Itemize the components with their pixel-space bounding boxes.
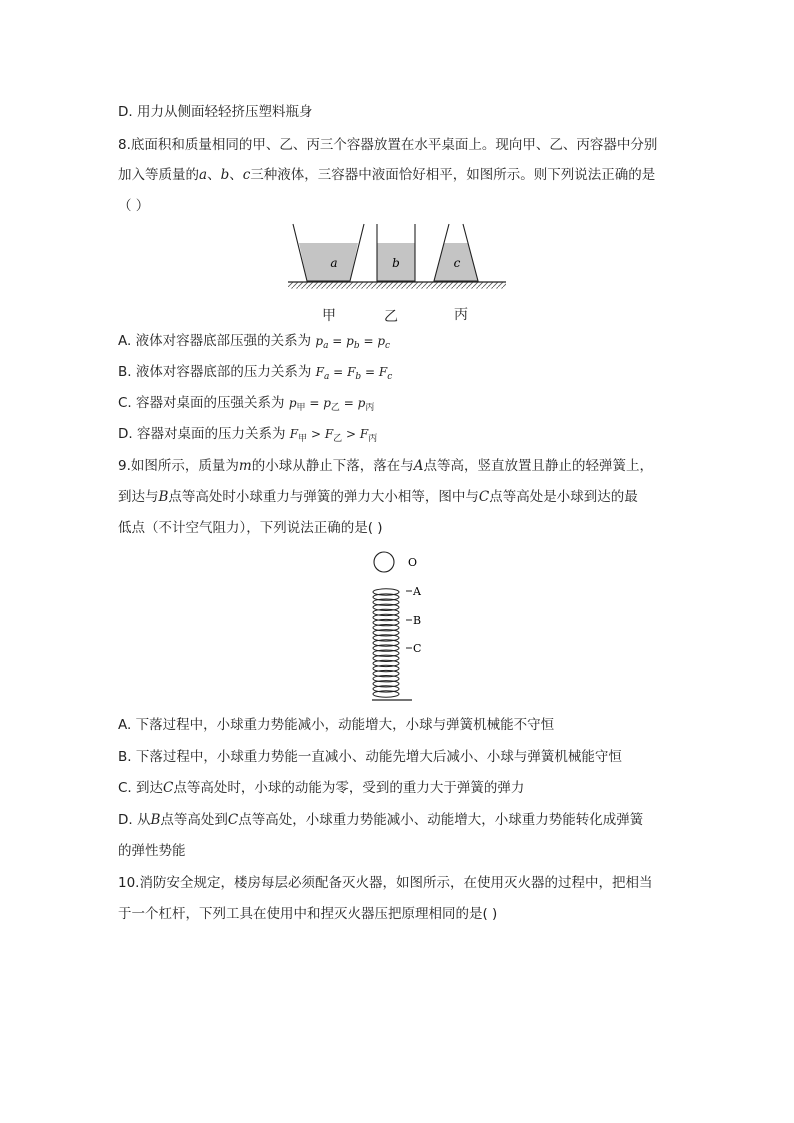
greater-than: >: [346, 427, 357, 441]
sub-b: b: [355, 372, 362, 382]
sub-bing: 丙: [368, 434, 378, 444]
symbol-F: F: [378, 365, 388, 379]
equals: =: [363, 334, 374, 348]
q9-spring-diagram: [366, 550, 436, 705]
q9-var-b: B: [158, 489, 169, 505]
q8-option-d-text: D. 容器对桌面的压力关系为: [118, 426, 286, 442]
q9-stem-text: 到达与: [118, 489, 159, 505]
symbol-p: p: [288, 396, 297, 410]
sub-a: a: [323, 341, 329, 351]
sub-yi: 乙: [333, 434, 343, 444]
q8-option-c-text: C. 容器对桌面的压强关系为: [118, 395, 285, 411]
q8-option-b: [118, 363, 392, 386]
symbol-F: F: [315, 365, 324, 379]
q8-liquid-c: c: [242, 167, 251, 183]
sub-yi: 乙: [330, 403, 340, 413]
q9-option-c-var: C: [163, 780, 174, 796]
q9-label-a: A: [413, 585, 421, 598]
q8-option-b-formula: [315, 365, 393, 382]
q8-liquid-a: a: [199, 167, 208, 183]
q10-stem-line-2: 于一个杠杆，下列工具在使用中和捏灭火器压把原理相同的是( ): [118, 906, 498, 922]
equals: =: [332, 334, 343, 348]
q9-ball: [374, 552, 394, 572]
q8-option-a-text: A. 液体对容器底部压强的关系为: [118, 333, 312, 349]
symbol-p: p: [377, 334, 386, 348]
q8-option-d-formula: [289, 427, 378, 444]
q7-option-d: D. 用力从侧面轻轻挤压塑料瓶身: [118, 104, 313, 120]
equals: =: [343, 396, 354, 410]
q8-option-d: [118, 425, 377, 448]
sub-jia: 甲: [296, 403, 306, 413]
equals: =: [309, 396, 320, 410]
q8-sep: 、: [229, 167, 243, 183]
q8-stem-text: 三种液体，三容器中液面恰好相平，如图所示。则下列说法正确的是: [250, 167, 656, 183]
symbol-F: F: [347, 365, 356, 379]
q8-caption-yi: 乙: [384, 309, 398, 325]
sub-c: c: [387, 372, 393, 382]
q9-option-a: A. 下落过程中，小球重力势能减小，动能增大，小球与弹簧机械能不守恒: [118, 717, 555, 733]
q8-container-diagram: [288, 222, 510, 296]
greater-than: >: [310, 427, 322, 441]
q8-stem-line-2: [118, 166, 655, 184]
sub-b: b: [353, 341, 360, 351]
q8-figure-label-b: b: [392, 256, 400, 270]
symbol-p: p: [323, 396, 331, 410]
q8-answer-blank: （ ）: [118, 198, 150, 214]
q9-option-d: [118, 811, 643, 829]
equals: =: [333, 365, 344, 379]
q9-var-c: C: [478, 489, 490, 505]
q9-stem-text: 点等高处是小球到达的最: [489, 489, 638, 505]
q8-option-a: [118, 332, 390, 355]
q8-sep: 、: [207, 167, 221, 183]
q8-container-figure: [288, 222, 510, 296]
q9-option-d-text: 点等高处，小球重力势能减小、动能增大，小球重力势能转化成弹簧: [238, 812, 644, 828]
symbol-F: F: [289, 427, 299, 441]
q8-stem-line-1: 8.底面积和质量相同的甲、乙、丙三个容器放置在水平桌面上。现向甲、乙、丙容器中分别: [118, 137, 658, 153]
q9-stem-line-3: 低点（不计空气阻力），下列说法正确的是( ): [118, 520, 383, 536]
q9-option-d-line-2: 的弹性势能: [118, 843, 186, 859]
q9-option-d-text: D. 从: [118, 812, 151, 828]
sub-bing: 丙: [365, 403, 375, 413]
q9-spring: [373, 589, 399, 697]
symbol-p: p: [357, 396, 366, 410]
q8-option-c: [118, 394, 374, 417]
q8-option-a-formula: [315, 334, 391, 351]
sub-jia: 甲: [298, 434, 308, 444]
symbol-F: F: [359, 427, 369, 441]
q9-stem-line-2: [118, 488, 638, 506]
q9-label-b: B: [413, 614, 422, 627]
q8-figure-label-c: c: [453, 256, 461, 270]
q9-option-d-var-b: B: [150, 812, 161, 828]
symbol-p: p: [346, 334, 354, 348]
q9-var-m: m: [238, 458, 252, 474]
q9-stem-line-1: [118, 457, 653, 475]
q8-caption-bing: 丙: [454, 307, 468, 323]
q8-table-hatch: [288, 283, 506, 289]
q9-stem-text: 的小球从静止下落，落在与: [251, 458, 414, 474]
q9-stem-text: 点等高，竖直放置且静止的轻弹簧上，: [423, 458, 653, 474]
q8-liquid-b: b: [220, 167, 230, 183]
q8-option-c-formula: [288, 396, 375, 413]
sub-c: c: [385, 341, 391, 351]
symbol-F: F: [324, 427, 334, 441]
q8-stem-text: 加入等质量的: [118, 167, 199, 183]
q9-spring-figure: [366, 550, 436, 705]
q9-option-c: [118, 779, 524, 797]
q9-option-d-text: 点等高处到: [160, 812, 228, 828]
q9-var-a: A: [413, 458, 424, 474]
q9-option-b: B. 下落过程中，小球重力势能一直减小、动能先增大后减小、小球与弹簧机械能守恒: [118, 749, 622, 765]
q9-option-c-text: 点等高处时，小球的动能为零，受到的重力大于弹簧的弹力: [173, 780, 525, 796]
q9-option-d-var-c: C: [227, 812, 239, 828]
q9-label-c: C: [413, 642, 422, 655]
equals: =: [364, 365, 376, 379]
q8-figure-label-a: a: [330, 256, 338, 270]
symbol-p: p: [315, 334, 324, 348]
sub-a: a: [323, 372, 330, 382]
q9-label-o: O: [408, 556, 418, 569]
q8-caption-jia: 甲: [322, 308, 336, 324]
q8-option-b-text: B. 液体对容器底部的压力关系为: [118, 364, 312, 380]
q10-stem-line-1: 10.消防安全规定，楼房每层必须配备灭火器，如图所示，在使用灭火器的过程中，把相当: [118, 875, 653, 891]
q8-liquid-jia: [299, 243, 358, 281]
q9-stem-text: 点等高处时小球重力与弹簧的弹力大小相等，图中与: [168, 489, 479, 505]
q9-stem-text: 9.如图所示，质量为: [118, 458, 239, 474]
q9-option-c-text: C. 到达: [118, 780, 164, 796]
